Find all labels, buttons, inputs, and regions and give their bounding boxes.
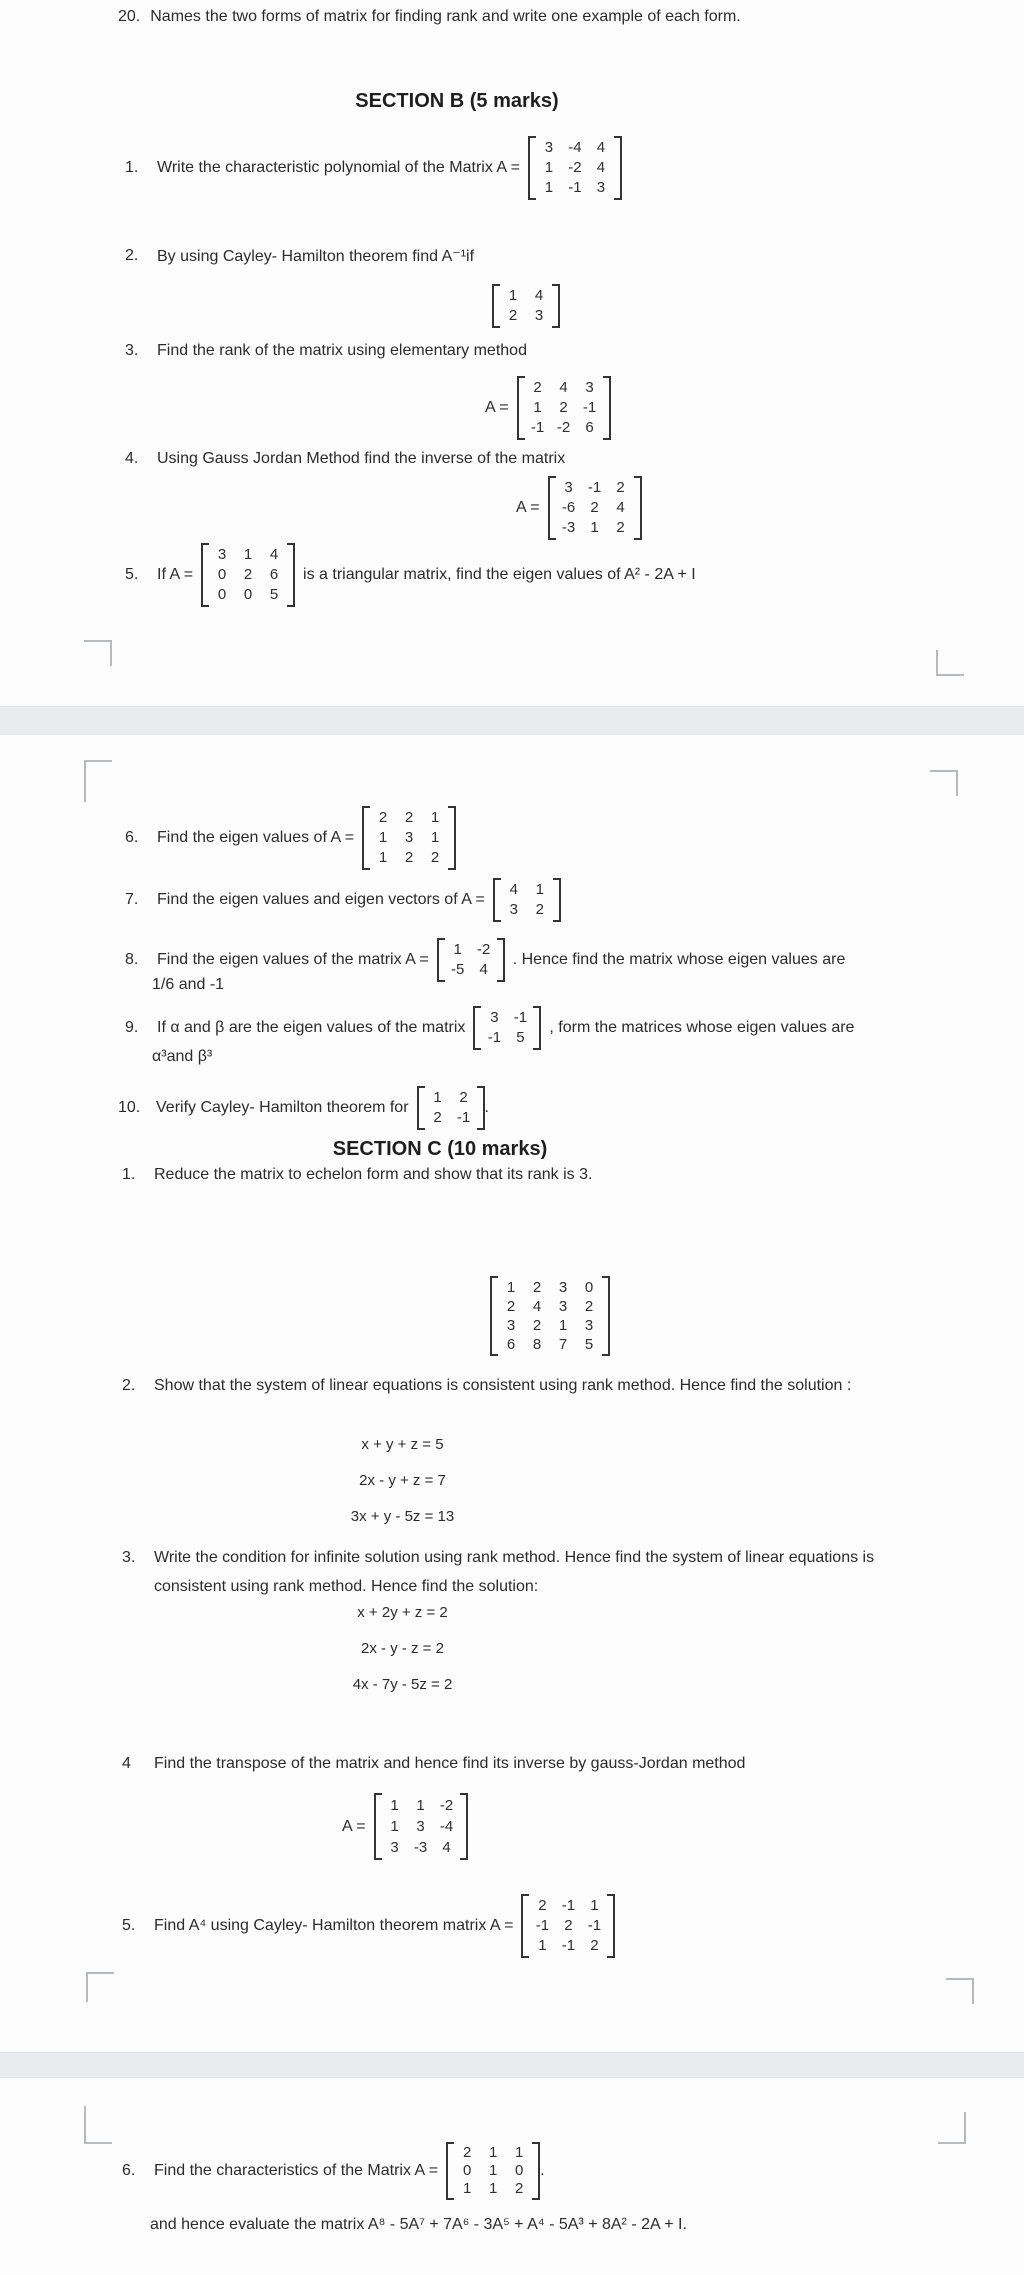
question-text-after: . xyxy=(484,1099,489,1116)
matrix-row xyxy=(501,880,553,900)
equation: 2x - y + z = 7 xyxy=(359,1472,446,1489)
matrix-cell: 4 xyxy=(442,1839,451,1856)
matrix-cell: 2 xyxy=(532,1279,542,1296)
question-b1 xyxy=(125,136,622,200)
matrix-b2 xyxy=(492,284,560,328)
matrix-cell: 2 xyxy=(584,1298,594,1315)
matrix-row xyxy=(445,940,497,960)
matrix-cell: -6 xyxy=(561,499,576,516)
matrix-row xyxy=(525,418,603,438)
matrix-b9 xyxy=(473,1006,541,1050)
matrix-c4 xyxy=(374,1793,468,1860)
matrix-cell: 3 xyxy=(544,139,554,156)
matrix-row xyxy=(481,1008,533,1028)
matrix-label: A = xyxy=(342,1817,366,1835)
matrix-row xyxy=(370,828,448,848)
matrix-row xyxy=(500,306,552,326)
matrix-row xyxy=(498,1335,602,1354)
matrix-cell: 3 xyxy=(558,1279,568,1296)
equation: x + 2y + z = 2 xyxy=(357,1604,448,1621)
equation: 4x - 7y - 5z = 2 xyxy=(352,1676,453,1693)
matrix-cell: 3 xyxy=(558,1298,568,1315)
question-text: Using Gauss Jordan Method find the inverse of the matrix xyxy=(157,450,566,467)
matrix-cell: -4 xyxy=(568,139,582,156)
question-number: 10. xyxy=(118,1099,141,1116)
matrix-cell: -1 xyxy=(535,1917,550,1934)
matrix-cell: 4 xyxy=(532,1298,542,1315)
matrix-b10 xyxy=(417,1086,485,1130)
matrix-cell: 1 xyxy=(390,1818,399,1835)
matrix-cell: 5 xyxy=(516,1029,525,1046)
question-text: Write the condition for infinite solution using rank method. Hence find the system of linear equations is consistent using rank method. Hence find the solution: xyxy=(154,1549,875,1595)
matrix-cell: 2 xyxy=(616,479,625,496)
section-b-heading: SECTION B (5 marks) xyxy=(355,90,559,112)
matrix-row xyxy=(529,1916,607,1936)
question-number: 1. xyxy=(125,159,139,176)
matrix-cell: 1 xyxy=(433,1089,442,1106)
question-c6-line2: and hence evaluate the matrix A⁸ - 5A⁷ + 7A⁶ - 3A⁵ + A⁴ - 5A³ + 8A² - 2A + I. xyxy=(150,2216,687,2233)
matrix-cell: 3 xyxy=(490,1009,499,1026)
matrix-cell: 3 xyxy=(390,1839,399,1856)
question-c6 xyxy=(122,2142,545,2200)
matrix-cell: 0 xyxy=(217,586,227,603)
matrix-cell: 3 xyxy=(416,1818,425,1835)
question-text: Find the characteristics of the Matrix A = xyxy=(154,2162,439,2179)
matrix-row xyxy=(425,1108,477,1128)
matrix-row xyxy=(525,378,603,398)
question-text: By using Cayley- Hamilton theorem find A⁻¹if xyxy=(157,248,475,265)
matrix-label: A = xyxy=(516,499,540,516)
matrix-row xyxy=(525,398,603,418)
matrix-label: A = xyxy=(485,399,509,416)
question-text: Find the eigen values and eigen vectors of A = xyxy=(157,891,485,908)
matrix-cell: 2 xyxy=(590,1937,599,1954)
page-corner-mark xyxy=(84,640,112,666)
question-text-after: is a triangular matrix, find the eigen values of A² - 2A + I xyxy=(303,566,696,583)
question-b7 xyxy=(125,878,561,922)
question-b6 xyxy=(125,806,456,870)
page-separator-band xyxy=(0,706,1024,735)
question-text: Verify Cayley- Hamilton theorem for xyxy=(156,1099,409,1116)
question-number: 6. xyxy=(122,2162,136,2179)
matrix-cell: -1 xyxy=(513,1009,528,1026)
matrix-cell: 2 xyxy=(559,399,568,416)
matrix-cell: 4 xyxy=(269,546,279,563)
matrix-cell: 2 xyxy=(243,566,253,583)
matrix-block-b3 xyxy=(485,376,611,440)
matrix-cell: 1 xyxy=(544,179,554,196)
question-b10 xyxy=(118,1086,489,1130)
question-c4 xyxy=(122,1755,753,1773)
matrix-cell: 2 xyxy=(459,1089,468,1106)
question-number: 2. xyxy=(122,1377,136,1394)
matrix-cell: 4 xyxy=(509,881,518,898)
matrix-b8 xyxy=(437,938,505,982)
matrix-cell: 0 xyxy=(514,2162,524,2179)
question-number: 2. xyxy=(125,247,139,264)
question-text: Find A⁴ using Cayley- Hamilton theorem matrix A = xyxy=(154,1917,514,1934)
section-c-heading: SECTION C (10 marks) xyxy=(332,1138,548,1160)
matrix-cell: 1 xyxy=(544,159,554,176)
question-text-after: . Hence find the matrix whose eigen values are xyxy=(512,951,846,968)
matrix-row xyxy=(425,1088,477,1108)
matrix-cell: -2 xyxy=(477,941,491,958)
matrix-row xyxy=(454,2144,532,2162)
matrix-row xyxy=(382,1795,460,1816)
question-number: 7. xyxy=(125,891,139,908)
matrix-cell: 1 xyxy=(535,881,544,898)
question-text: Reduce the matrix to echelon form and show that its rank is 3. xyxy=(154,1166,593,1183)
matrix-block-b4 xyxy=(516,476,642,540)
matrix-c1 xyxy=(490,1276,610,1356)
matrix-cell: -3 xyxy=(413,1839,428,1856)
matrix-c6 xyxy=(446,2142,540,2200)
matrix-cell: 1 xyxy=(538,1937,547,1954)
matrix-row xyxy=(454,2180,532,2198)
matrix-b3 xyxy=(517,376,611,440)
matrix-cell: 4 xyxy=(559,379,568,396)
matrix-cell: 1 xyxy=(488,2162,498,2179)
question-text: Names the two forms of matrix for finding rank and write one example of each form. xyxy=(150,8,741,25)
matrix-cell: 1 xyxy=(430,829,440,846)
matrix-row xyxy=(209,545,287,565)
matrix-cell: 1 xyxy=(378,849,388,866)
matrix-b6 xyxy=(362,806,456,870)
matrix-cell: 1 xyxy=(430,809,440,826)
question-c2 xyxy=(122,1371,934,1400)
matrix-cell: -5 xyxy=(451,961,465,978)
question-text: Show that the system of linear equations is consistent using rank method. Hence find the solution : xyxy=(154,1377,852,1394)
question-number: 1. xyxy=(122,1166,136,1183)
matrix-cell: 3 xyxy=(584,1317,594,1334)
page-corner-mark xyxy=(84,2106,112,2144)
matrix-cell: 1 xyxy=(378,829,388,846)
question-number: 8. xyxy=(125,951,139,968)
matrix-row xyxy=(498,1278,602,1297)
matrix-b5 xyxy=(201,543,295,607)
question-b9 xyxy=(125,1006,854,1050)
matrix-cell: 1 xyxy=(416,1797,425,1814)
matrix-row xyxy=(370,848,448,868)
matrix-cell: 1 xyxy=(533,399,542,416)
matrix-cell: -1 xyxy=(582,399,597,416)
matrix-cell: 1 xyxy=(590,519,599,536)
matrix-cell: 2 xyxy=(532,1317,542,1334)
matrix-b7 xyxy=(493,878,561,922)
matrix-row xyxy=(370,808,448,828)
matrix-row xyxy=(209,565,287,585)
matrix-cell: 2 xyxy=(514,2180,524,2197)
matrix-cell: 1 xyxy=(462,2180,472,2197)
question-b8-line2: 1/6 and -1 xyxy=(152,976,225,993)
matrix-cell: 2 xyxy=(404,849,414,866)
equation: 2x - y - z = 2 xyxy=(361,1640,444,1657)
matrix-cell: 3 xyxy=(585,379,594,396)
matrix-cell: -1 xyxy=(561,1937,576,1954)
question-b3 xyxy=(125,342,535,360)
matrix-c5 xyxy=(521,1894,615,1958)
question-number: 5. xyxy=(125,566,139,583)
matrix-cell: 2 xyxy=(564,1917,573,1934)
matrix-cell: 1 xyxy=(488,2144,498,2161)
matrix-block-b2 xyxy=(492,284,560,328)
matrix-cell: 2 xyxy=(404,809,414,826)
matrix-row xyxy=(536,138,614,158)
question-text: Find the eigen values of A = xyxy=(157,829,355,846)
matrix-cell: 3 xyxy=(509,901,518,918)
question-text: Find the transpose of the matrix and hence find its inverse by gauss-Jordan method xyxy=(154,1755,746,1772)
matrix-cell: 1 xyxy=(243,546,253,563)
matrix-cell: 8 xyxy=(532,1336,542,1353)
question-b4 xyxy=(125,450,573,468)
page-corner-mark xyxy=(84,760,112,802)
page-corner-mark xyxy=(936,650,964,676)
matrix-cell: 1 xyxy=(488,2180,498,2197)
matrix-cell: 6 xyxy=(269,566,279,583)
matrix-cell: -1 xyxy=(561,1897,576,1914)
equations-c3 xyxy=(150,1602,655,1710)
equations-c2 xyxy=(150,1434,655,1542)
matrix-b1 xyxy=(528,136,622,200)
matrix-cell: -1 xyxy=(568,179,582,196)
matrix-cell: 3 xyxy=(404,829,414,846)
matrix-cell: -1 xyxy=(487,1029,502,1046)
matrix-cell: 3 xyxy=(564,479,573,496)
matrix-row xyxy=(481,1028,533,1048)
matrix-cell: 2 xyxy=(508,307,518,324)
matrix-cell: 3 xyxy=(217,546,227,563)
matrix-row xyxy=(500,286,552,306)
matrix-cell: 4 xyxy=(596,159,606,176)
matrix-cell: 0 xyxy=(584,1279,594,1296)
question-text: Find the eigen values of the matrix A = xyxy=(157,951,429,968)
matrix-row xyxy=(445,960,497,980)
matrix-row xyxy=(498,1316,602,1335)
matrix-cell: 2 xyxy=(506,1298,516,1315)
matrix-cell: 1 xyxy=(558,1317,568,1334)
matrix-cell: 2 xyxy=(378,809,388,826)
matrix-cell: -3 xyxy=(561,519,576,536)
matrix-cell: 3 xyxy=(534,307,544,324)
question-number: 20. xyxy=(118,8,141,25)
question-b5 xyxy=(125,543,696,607)
matrix-cell: 1 xyxy=(590,1897,599,1914)
question-20 xyxy=(118,8,749,26)
question-number: 3. xyxy=(122,1549,136,1566)
matrix-b4 xyxy=(548,476,642,540)
matrix-cell: 2 xyxy=(538,1897,547,1914)
question-b9-line2: α³and β³ xyxy=(152,1048,213,1065)
matrix-cell: 2 xyxy=(533,379,542,396)
page-corner-mark xyxy=(946,1978,974,2004)
matrix-row xyxy=(498,1297,602,1316)
question-text: If A = xyxy=(157,566,194,583)
matrix-cell: 0 xyxy=(462,2162,472,2179)
matrix-cell: -2 xyxy=(568,159,582,176)
matrix-cell: 2 xyxy=(433,1109,442,1126)
matrix-cell: -2 xyxy=(439,1797,454,1814)
matrix-cell: 3 xyxy=(596,179,606,196)
question-number: 6. xyxy=(125,829,139,846)
equation: x + y + z = 5 xyxy=(361,1436,444,1453)
question-c3 xyxy=(122,1543,934,1601)
matrix-row xyxy=(529,1896,607,1916)
matrix-row xyxy=(382,1816,460,1837)
matrix-cell: 1 xyxy=(453,941,462,958)
matrix-row xyxy=(556,518,634,538)
matrix-cell: -1 xyxy=(456,1109,471,1126)
question-text: Write the characteristic polynomial of the Matrix A = xyxy=(157,159,520,176)
question-c1 xyxy=(122,1166,600,1184)
matrix-row xyxy=(536,178,614,198)
matrix-cell: -1 xyxy=(587,1917,602,1934)
page-separator-band xyxy=(0,2052,1024,2078)
question-number: 4 xyxy=(122,1755,131,1772)
matrix-cell: 1 xyxy=(508,287,518,304)
equation: 3x + y - 5z = 13 xyxy=(350,1508,455,1525)
question-text-after: , form the matrices whose eigen values are xyxy=(549,1019,855,1036)
question-text-after: . xyxy=(540,2162,545,2179)
matrix-block-c1 xyxy=(490,1276,610,1356)
matrix-cell: 4 xyxy=(596,139,606,156)
matrix-cell: 5 xyxy=(269,586,279,603)
matrix-row xyxy=(556,478,634,498)
matrix-row xyxy=(556,498,634,518)
question-number: 3. xyxy=(125,342,139,359)
matrix-cell: 2 xyxy=(462,2144,472,2161)
matrix-cell: 1 xyxy=(390,1797,399,1814)
matrix-cell: -2 xyxy=(556,419,571,436)
question-number: 9. xyxy=(125,1019,139,1036)
page-corner-mark xyxy=(938,2112,966,2144)
matrix-cell: 1 xyxy=(506,1279,516,1296)
matrix-cell: 2 xyxy=(616,519,625,536)
question-text: Find the rank of the matrix using elementary method xyxy=(157,342,527,359)
question-b2 xyxy=(125,246,482,266)
matrix-cell: 3 xyxy=(506,1317,516,1334)
matrix-cell: 2 xyxy=(590,499,599,516)
question-number: 5. xyxy=(122,1917,136,1934)
page-corner-mark xyxy=(86,1972,114,2002)
matrix-cell: 5 xyxy=(584,1336,594,1353)
matrix-cell: 4 xyxy=(479,961,488,978)
question-text: If α and β are the eigen values of the matrix xyxy=(157,1019,466,1036)
question-c5 xyxy=(122,1894,615,1958)
matrix-row xyxy=(536,158,614,178)
matrix-cell: 4 xyxy=(534,287,544,304)
matrix-row xyxy=(209,585,287,605)
matrix-cell: -1 xyxy=(530,419,545,436)
matrix-cell: 1 xyxy=(514,2144,524,2161)
matrix-cell: 4 xyxy=(616,499,625,516)
matrix-row xyxy=(382,1837,460,1858)
matrix-cell: 2 xyxy=(535,901,544,918)
matrix-row xyxy=(501,900,553,920)
matrix-block-c4 xyxy=(342,1793,468,1860)
matrix-cell: 6 xyxy=(585,419,594,436)
matrix-row xyxy=(454,2162,532,2180)
matrix-cell: -1 xyxy=(587,479,602,496)
matrix-cell: 0 xyxy=(217,566,227,583)
matrix-cell: 2 xyxy=(430,849,440,866)
matrix-cell: -4 xyxy=(439,1818,454,1835)
matrix-cell: 7 xyxy=(558,1336,568,1353)
matrix-cell: 6 xyxy=(506,1336,516,1353)
question-b8 xyxy=(125,938,845,982)
question-number: 4. xyxy=(125,450,139,467)
page-corner-mark xyxy=(930,770,958,796)
matrix-cell: 0 xyxy=(243,586,253,603)
matrix-row xyxy=(529,1936,607,1956)
